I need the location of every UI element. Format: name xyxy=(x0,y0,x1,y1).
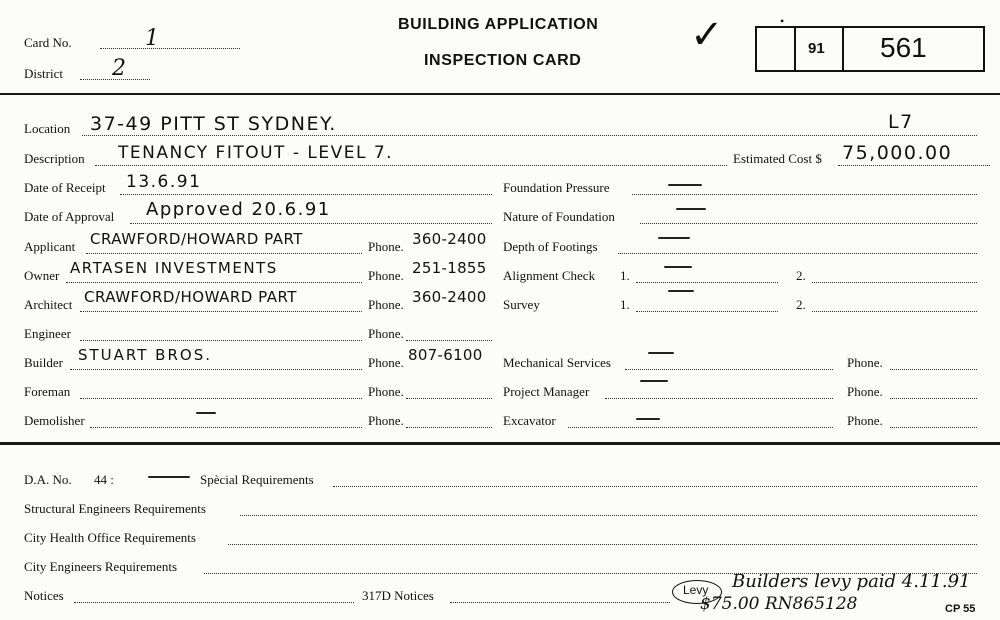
applicant-phone-value[interactable]: 360-2400 xyxy=(412,230,487,248)
foundation-pressure-label: Foundation Pressure xyxy=(503,180,610,195)
card-no-value[interactable]: 1 xyxy=(145,26,159,51)
city-health-office-line xyxy=(228,544,977,545)
foreman-phone-label: Phone. xyxy=(368,384,404,399)
owner-line xyxy=(66,282,362,283)
levy-receipt-note[interactable]: $75.00 RN865128 xyxy=(700,594,858,614)
applicant-label: Applicant xyxy=(24,239,76,254)
foreman-label: Foreman xyxy=(24,384,71,399)
applicant-value[interactable]: CRAWFORD/HOWARD PART xyxy=(90,230,303,248)
engineer-label: Engineer xyxy=(24,326,71,341)
notices-317d-label: 317D Notices xyxy=(362,588,434,603)
builder-phone-value[interactable]: 807-6100 xyxy=(408,346,483,364)
location-code[interactable]: L7 xyxy=(888,111,914,133)
alignment-check-line2 xyxy=(812,282,977,283)
excavator-label: Excavator xyxy=(503,413,556,428)
date-of-approval-line xyxy=(130,223,492,224)
levy-stamp-text: Levy xyxy=(683,583,709,597)
city-engineers-label: City Engineers Requirements xyxy=(24,559,178,574)
alignment-check-label: Alignment Check xyxy=(503,268,596,283)
owner-label: Owner xyxy=(24,268,60,283)
date-of-receipt-value[interactable]: 13.6.91 xyxy=(126,172,202,192)
card-no-label: Card No. xyxy=(24,35,72,50)
header-divider xyxy=(0,93,1000,95)
special-requirements-label: Spècial Requirements xyxy=(200,472,314,487)
depth-of-footings-label: Depth of Footings xyxy=(503,239,598,254)
demolisher-phone-label: Phone. xyxy=(368,413,404,428)
card-no-line xyxy=(100,48,240,49)
special-requirements-line xyxy=(333,486,977,487)
applicant-line xyxy=(86,253,362,254)
date-of-approval-value[interactable]: Approved 20.6.91 xyxy=(146,199,331,220)
project-manager-line xyxy=(605,398,833,399)
survey-label: Survey xyxy=(503,297,540,312)
applicant-phone-label: Phone. xyxy=(368,239,404,254)
date-of-approval-label: Date of Approval xyxy=(24,209,115,224)
owner-phone-label: Phone. xyxy=(368,268,404,283)
notices-label: Notices xyxy=(24,588,64,603)
demolisher-dash xyxy=(196,412,216,414)
da-no-dash xyxy=(148,476,190,478)
mechanical-services-label: Mechanical Services xyxy=(503,355,611,370)
form-title-line1: BUILDING APPLICATION xyxy=(398,16,599,33)
survey-line1 xyxy=(636,311,778,312)
demolisher-line xyxy=(90,427,362,428)
architect-line xyxy=(80,311,362,312)
nature-of-foundation-dash xyxy=(676,208,706,210)
owner-value[interactable]: ARTASEN INVESTMENTS xyxy=(70,259,278,277)
excavator-line xyxy=(568,427,833,428)
estimated-cost-label: Estimated Cost $ xyxy=(733,151,822,166)
form-code: CP 55 xyxy=(945,603,976,615)
dot-mark: • xyxy=(780,14,785,28)
description-label: Description xyxy=(24,151,85,166)
mechanical-services-dash xyxy=(648,352,674,354)
mechanical-services-phone-label: Phone. xyxy=(847,355,883,370)
location-value[interactable]: 37-49 PITT ST SYDNEY. xyxy=(90,113,337,135)
structural-engineers-line xyxy=(240,515,977,516)
estimated-cost-line xyxy=(838,165,990,166)
demolisher-phone-line xyxy=(406,427,492,428)
district-value[interactable]: 2 xyxy=(112,56,126,81)
date-of-receipt-line xyxy=(120,194,492,195)
builder-value[interactable]: STUART BROS. xyxy=(78,346,212,364)
survey-num1: 1. xyxy=(620,297,630,312)
owner-phone-value[interactable]: 251-1855 xyxy=(412,259,487,277)
builder-label: Builder xyxy=(24,355,63,370)
depth-of-footings-line xyxy=(618,253,977,254)
structural-engineers-label: Structural Engineers Requirements xyxy=(24,501,206,516)
description-value[interactable]: TENANCY FITOUT - LEVEL 7. xyxy=(118,143,394,163)
alignment-check-line1 xyxy=(636,282,778,283)
application-number[interactable]: 561 xyxy=(880,32,927,63)
project-manager-phone-line xyxy=(890,398,977,399)
demolisher-label: Demolisher xyxy=(24,413,85,428)
alignment-check-num1: 1. xyxy=(620,268,630,283)
notices-line xyxy=(74,602,354,603)
foundation-pressure-line xyxy=(632,194,977,195)
mechanical-services-line xyxy=(625,369,833,370)
architect-value[interactable]: CRAWFORD/HOWARD PART xyxy=(84,288,297,306)
builders-levy-note[interactable]: Builders levy paid 4.11.91 xyxy=(732,571,971,592)
mechanical-services-phone-line xyxy=(890,369,977,370)
da-no-value[interactable]: 44 : xyxy=(94,472,114,487)
builder-line xyxy=(70,369,362,370)
survey-dash xyxy=(668,290,694,292)
alignment-check-num2: 2. xyxy=(796,268,806,283)
project-manager-phone-label: Phone. xyxy=(847,384,883,399)
engineer-phone-line xyxy=(406,340,492,341)
depth-of-footings-dash xyxy=(658,237,690,239)
alignment-check-dash xyxy=(664,266,692,268)
survey-num2: 2. xyxy=(796,297,806,312)
district-label: District xyxy=(24,66,63,81)
form-title-line2: INSPECTION CARD xyxy=(424,52,582,69)
nature-of-foundation-line xyxy=(640,223,977,224)
excavator-phone-label: Phone. xyxy=(847,413,883,428)
project-manager-dash xyxy=(640,380,668,382)
foundation-pressure-dash xyxy=(668,184,702,186)
excavator-phone-line xyxy=(890,427,977,428)
survey-line2 xyxy=(812,311,977,312)
foreman-line xyxy=(80,398,362,399)
year-value[interactable]: 91 xyxy=(808,40,825,57)
description-line xyxy=(95,165,727,166)
nature-of-foundation-label: Nature of Foundation xyxy=(503,209,615,224)
main-divider xyxy=(0,442,1000,445)
foreman-phone-line xyxy=(406,398,492,399)
city-health-office-label: City Health Office Requirements xyxy=(24,530,196,545)
date-of-receipt-label: Date of Receipt xyxy=(24,180,106,195)
engineer-phone-label: Phone. xyxy=(368,326,404,341)
architect-phone-value[interactable]: 360-2400 xyxy=(412,288,487,306)
check-mark-icon: ✓ xyxy=(690,12,724,58)
application-number-box xyxy=(755,26,985,72)
architect-phone-label: Phone. xyxy=(368,297,404,312)
project-manager-label: Project Manager xyxy=(503,384,590,399)
location-label: Location xyxy=(24,121,71,136)
estimated-cost-value[interactable]: 75,000.00 xyxy=(842,142,953,164)
da-no-label: D.A. No. xyxy=(24,472,72,487)
builder-phone-label: Phone. xyxy=(368,355,404,370)
excavator-dash xyxy=(636,418,660,420)
architect-label: Architect xyxy=(24,297,73,312)
notices-317d-line xyxy=(450,602,670,603)
engineer-line xyxy=(80,340,362,341)
location-line xyxy=(82,135,977,136)
